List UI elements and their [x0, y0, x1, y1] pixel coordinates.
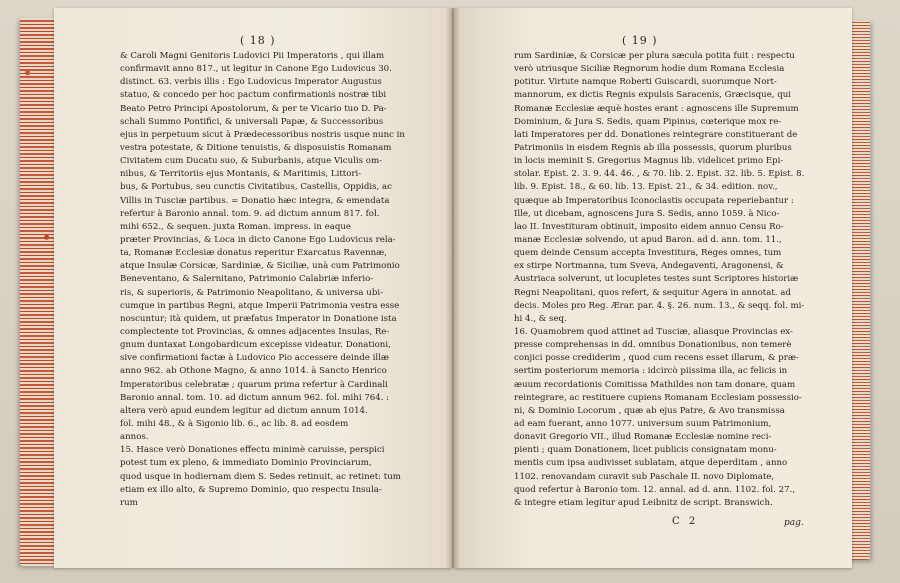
text-line: rum Sardiniæ, & Corsicæ per plura sæcula potita fuit : respectu — [514, 51, 795, 61]
text-line: ris, & superioris, & Patrimonio Neapolitano, & universa ubi- — [120, 287, 383, 298]
text-line: conjici posse crediderim , quod cum recens esset illarum, & præ- — [514, 353, 799, 364]
book-gutter — [446, 8, 460, 568]
text-line: lao II. Investituram obtinuit, imposito eidem annuo Censu Ro- — [514, 221, 784, 232]
text-line: manæ Ecclesiæ solvendo, ut apud Baron. ad d. ann. tom. 11., — [514, 234, 782, 245]
right-page-text — [514, 50, 838, 510]
text-line: cumque in partibus Regni, atque Imperii Patrimonia vestra esse — [120, 300, 400, 311]
left-page — [54, 8, 452, 568]
text-line: statuo, & concedo per hoc pactum confirmationis nostræ tibi — [120, 90, 387, 101]
text-line: in locis meminit S. Gregorius Magnus lib. videlicet primo Epi- — [514, 156, 784, 167]
text-line: Romanæ Ecclesiæ æquè hostes erant : agnoscens ille Supremum — [514, 103, 799, 114]
text-line: presse comprehensas in dd. omnibus Donationibus, non temerè — [514, 340, 792, 351]
text-line: bus, & Portubus, seu cunctis Civitatibus, Castellis, Oppidis, ac — [120, 182, 392, 193]
text-line: mannorum, ex dictis Regnis expulsis Saracenis, Græcisque, qui — [514, 90, 792, 101]
text-line: noscuntur; ità quidem, ut præfatus Imperator in Donatione ista — [120, 313, 397, 324]
text-line: ex stirpe Nortmanna, tum Sveva, Andegaventi, Aragonensi, & — [514, 261, 784, 272]
text-line: mihi 652., & sequen. juxta Roman. impress. in eaque — [120, 221, 351, 232]
text-line: Regni Neapolitani, quos refert, & sequitur Agera in annotat. ad — [514, 287, 791, 298]
text-line: ta, Romanæ Ecclesiæ donatus reperitur Exarcatus Ravennæ, — [120, 248, 387, 259]
text-line: confirmavit anno 817., ut legitur in Canone Ego Ludovicus 30. — [120, 64, 392, 75]
text-line: lib. 9. Epist. 18., & 60. lib. 13. Epist. 21., & 34. edition. nov., — [514, 182, 778, 193]
left-page-edges — [20, 18, 58, 566]
text-line: rum — [120, 497, 138, 508]
text-line: sertim posteriorum memoria : idcircò piissima illa, ac felicis in — [514, 366, 788, 377]
text-line: & Caroli Magni Genitoris Ludovici Pii Imperatoris , qui illam — [120, 51, 385, 61]
text-line: æuum recordationis Comitissa Mathildes non tam donare, quam — [514, 379, 796, 390]
text-line: 16. Quamobrem quod attinet ad Tusciæ, aliasque Provincias ex- — [514, 326, 793, 337]
text-line: potest tum ex pleno, & immediato Dominio Provinciarum, — [120, 458, 372, 469]
text-line: anno 962. ab Othone Magno, & anno 1014. à Sancto Henrico — [120, 366, 387, 377]
text-line: pienti ; quam Donationem, licet publicis consignatam monu- — [514, 445, 777, 456]
text-line: schali Summo Pontifici, & universali Papæ, & Successoribus — [120, 116, 384, 127]
text-line: decis. Moles pro Reg. Ærar. par. 4. §. 26. num. 13., & seqq. fol. mi- — [514, 300, 805, 311]
text-line: quod usque in hodiernam diem S. Sedes retinuit, ac retinet: tum — [120, 471, 401, 482]
text-line: quem deinde Censum accepta Investitura, Reges omnes, tum — [514, 248, 782, 259]
text-line: Baronio annal. tom. 10. ad dictum annum 962. fol. mihi 764. : — [120, 392, 390, 403]
text-line: vestra potestate, & Ditione tenuistis, & disposuistis Romanam — [120, 142, 392, 153]
text-line: sive confirmationi factæ à Ludovico Pio accessere deinde illæ — [120, 353, 389, 364]
text-line: atque Insulæ Corsicæ, Sardiniæ, & Siciliæ, unà cum Patrimonio — [120, 261, 400, 272]
text-line: lati Imperatores per dd. Donationes reintegrare constituerant de — [514, 129, 798, 140]
text-line: refertur à Baronio annal. tom. 9. ad dictum annum 817. fol. — [120, 208, 380, 219]
right-page-number: ( 19 ) — [622, 34, 658, 47]
left-page-number: ( 18 ) — [240, 34, 276, 47]
left-page-text — [120, 50, 446, 510]
text-line: ad eam fuerant, anno 1077. universum suum Patrimonium, — [514, 418, 772, 429]
text-line: Austriaca solverunt, ut locupletes testes sunt Scriptores historiæ — [514, 274, 799, 285]
text-line: mentis cum ipsa audivisset sublatam, atque deperditam , anno — [514, 458, 788, 469]
text-line: Dominium, & Jura S. Sedis, quam Pipinus, cœterique mox re- — [514, 116, 782, 127]
text-line: quæque ab Imperatoribus Iconoclastis occupata reperiebantur : — [514, 195, 794, 206]
text-line: ejus in perpetuum sicut à Prædecessoribus nostris usque nunc in — [120, 129, 405, 140]
text-line: quod refertur à Baronio tom. 12. annal. ad d. ann. 1102. fol. 27., — [514, 484, 796, 495]
text-line: & integre etiam legitur apud Leibnitz de script. Branswich. — [514, 497, 773, 508]
text-line: annos. — [120, 432, 149, 443]
text-line: Beato Petro Principi Apostolorum, & per te Vicario tuo D. Pa- — [120, 103, 387, 114]
text-line: ni, & Dominio Locorum , quæ ab ejus Patre, & Avo transmissa — [514, 405, 785, 416]
catchword: pag. — [784, 518, 804, 528]
text-line: donavit Gregorio VII., illud Romanæ Ecclesiæ nomine reci- — [514, 432, 772, 443]
text-line: Ille, ut dicebam, agnoscens Jura S. Sedis, anno 1059. à Nico- — [514, 208, 780, 219]
text-line: distinct. 63. verbis illis : Ego Ludovicus Imperator Augustus — [120, 77, 382, 88]
text-line: nibus, & Territoriis ejus Montanis, & Maritimis, Littori- — [120, 169, 362, 180]
text-line: Patrimoniis in eisdem Regnis ab illa possessis, quorum pluribus — [514, 142, 792, 153]
right-page — [454, 8, 852, 568]
text-line: Villis in Tusciæ partibus. = Donatio hæc integra, & emendata — [120, 195, 390, 206]
open-book — [20, 8, 870, 570]
text-line: reintegrare, ac restituere cupiens Romanam Ecclesiam possessio- — [514, 392, 802, 403]
text-line: hi 4., & seq. — [514, 313, 567, 324]
text-line: fol. mihi 48., & à Sigonio lib. 6., ac lib. 8. ad eosdem — [120, 418, 349, 429]
text-line: 1102. renovandam curavit sub Paschale II. novo Diplomate, — [514, 471, 775, 482]
text-line: Civitatem cum Ducatu suo, & Suburbanis, atque Viculis om- — [120, 156, 382, 167]
signature-mark: C 2 — [672, 516, 699, 527]
text-line: etiam ex illo alto, & Supremo Dominio, quo respectu Insula- — [120, 484, 382, 495]
text-line: Beneventano, & Salernitano, Patrimonio Calabriæ inferio- — [120, 274, 374, 285]
text-line: altera verò apud eundem legitur ad dictum annum 1014. — [120, 405, 368, 416]
text-line: præter Provincias, & Loca in dicto Canone Ego Ludovicus rela- — [120, 234, 396, 245]
text-line: Imperatoribus celebratæ ; quarum prima refertur à Cardinali — [120, 379, 388, 390]
text-line: stolar. Epist. 2. 3. 9. 44. 46. , & 70. lib. 2. Epist. 32. lib. 5. Epist. 8. — [514, 169, 805, 180]
text-line: 15. Hasce verò Donationes effectu minimè caruisse, perspici — [120, 445, 385, 456]
text-line: complectente tot Provincias, & omnes adjacentes Insulas, Re- — [120, 326, 390, 337]
text-line: gnum duntaxat Longobardicum excepisse videatur. Donationi, — [120, 340, 391, 351]
text-line: verò utriusque Siciliæ Regnorum hodie dum Romana Ecclesia — [514, 64, 785, 75]
text-line: potitur. Virtute namque Roberti Guiscardi, suorumque Nort- — [514, 77, 777, 88]
